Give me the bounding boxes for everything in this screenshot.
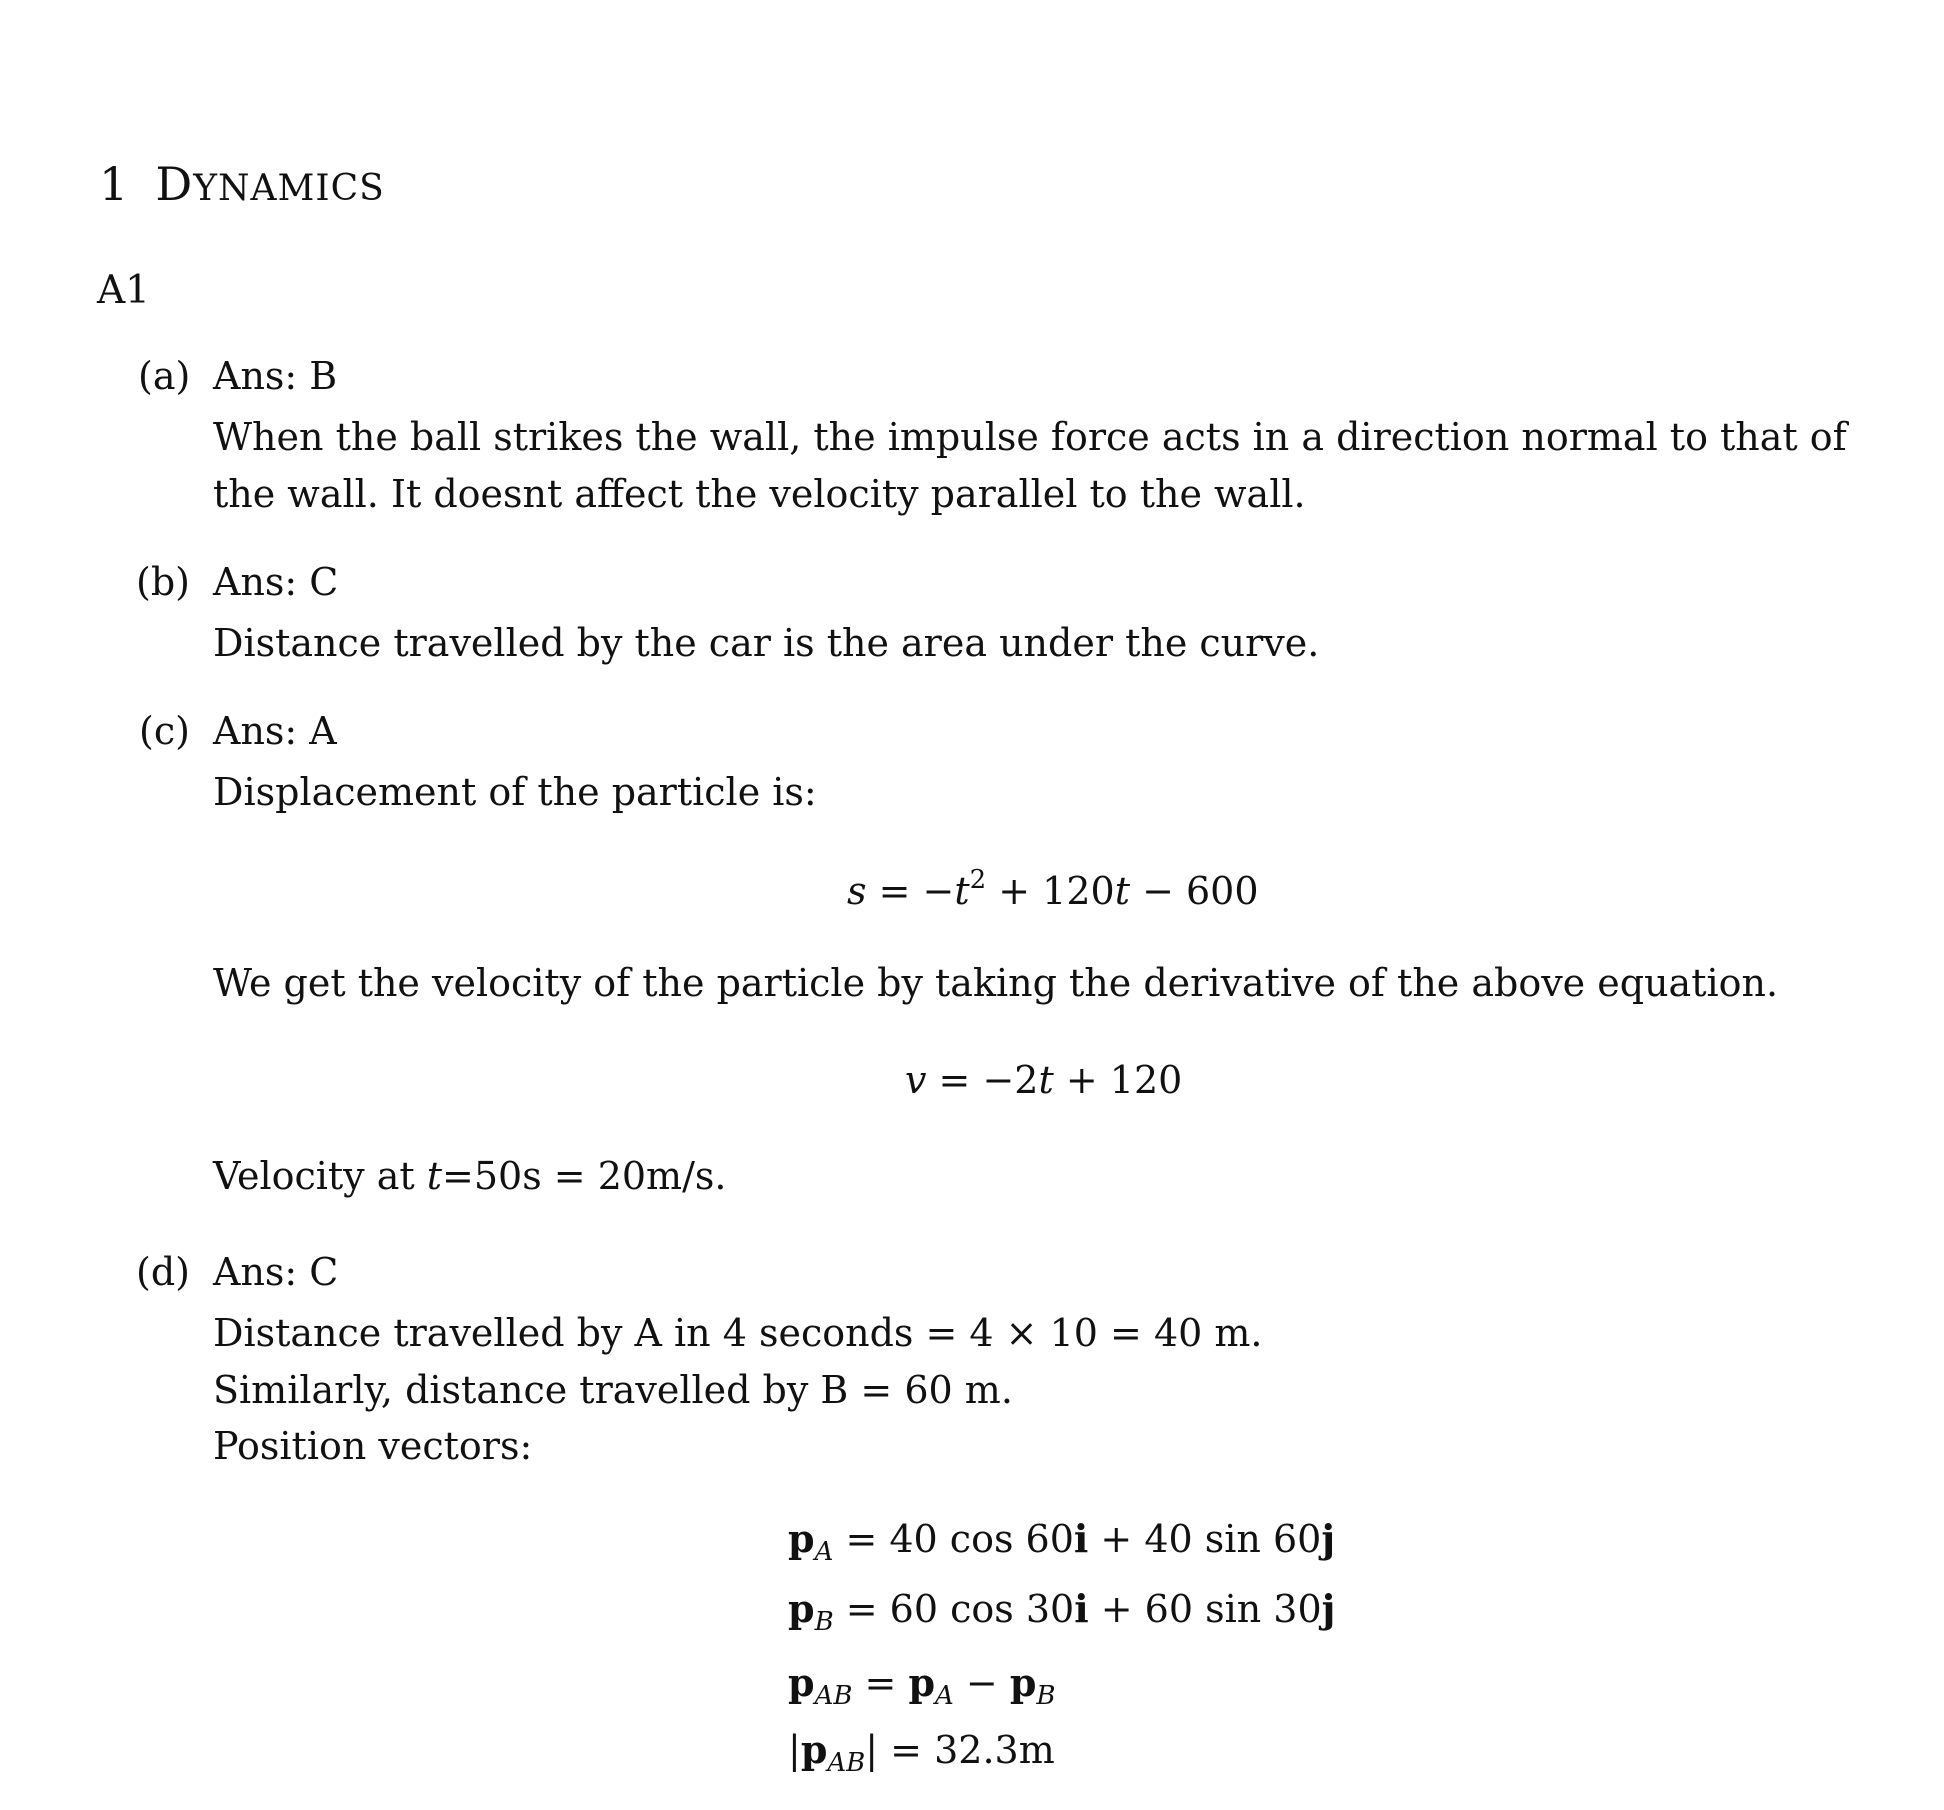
part-d-explanation-line-2: Similarly, distance travelled by B = 60 m.	[213, 1368, 1013, 1412]
part-c-explanation-line-2: We get the velocity of the particle by taking the derivative of the above equation.	[213, 961, 1779, 1005]
relative-distance-equation: $|p_{AB}| = 32.3m$	[788, 1727, 1055, 1778]
section-number: 1	[99, 157, 129, 211]
part-c-label: (c)	[139, 709, 190, 753]
part-d-explanation-line-3: Position vectors:	[213, 1424, 533, 1468]
part-d-label: (d)	[136, 1250, 190, 1294]
section-title-initial: D	[155, 157, 194, 211]
section-title-rest: YNAMICS	[193, 168, 385, 209]
part-c-explanation-line-1: Displacement of the particle is:	[213, 770, 817, 814]
relative-position-equation: $p_{AB} = p_A - p_B$	[788, 1660, 1056, 1711]
section-title	[155, 157, 384, 211]
part-c-explanation-line-3: Velocity at t=50s = 20m/s.	[213, 1154, 727, 1198]
part-b-explanation: Distance travelled by the car is the area under the curve.	[213, 621, 1320, 665]
part-d-answer: Ans: C	[213, 1250, 339, 1294]
section-heading	[99, 157, 385, 211]
displacement-equation: $s = -t^2 + 120t - 600$	[847, 865, 1259, 913]
part-a-explanation-line-1: When the ball strikes the wall, the impulse force acts in a direction normal to that of	[213, 415, 1847, 459]
part-a-explanation-line-2: the wall. It doesnt affect the velocity parallel to the wall.	[213, 472, 1306, 516]
part-b-label: (b)	[136, 560, 190, 604]
part-c-answer: Ans: A	[213, 709, 337, 753]
question-id: A1	[97, 268, 150, 313]
part-a-answer: Ans: B	[213, 354, 338, 398]
velocity-equation: v = −2t + 120	[905, 1058, 1183, 1102]
part-b-answer: Ans: C	[213, 560, 339, 604]
part-d-explanation-line-1: Distance travelled by A in 4 seconds = 4 × 10 = 40 m.	[213, 1311, 1263, 1355]
position-vector-a-equation: $p_A = 40$ cos 60i + 40 sin 60j	[788, 1516, 1336, 1567]
position-vector-b-equation: $p_B = 60$ cos 30i + 60 sin 30j	[788, 1586, 1336, 1637]
part-a-label: (a)	[138, 354, 191, 398]
